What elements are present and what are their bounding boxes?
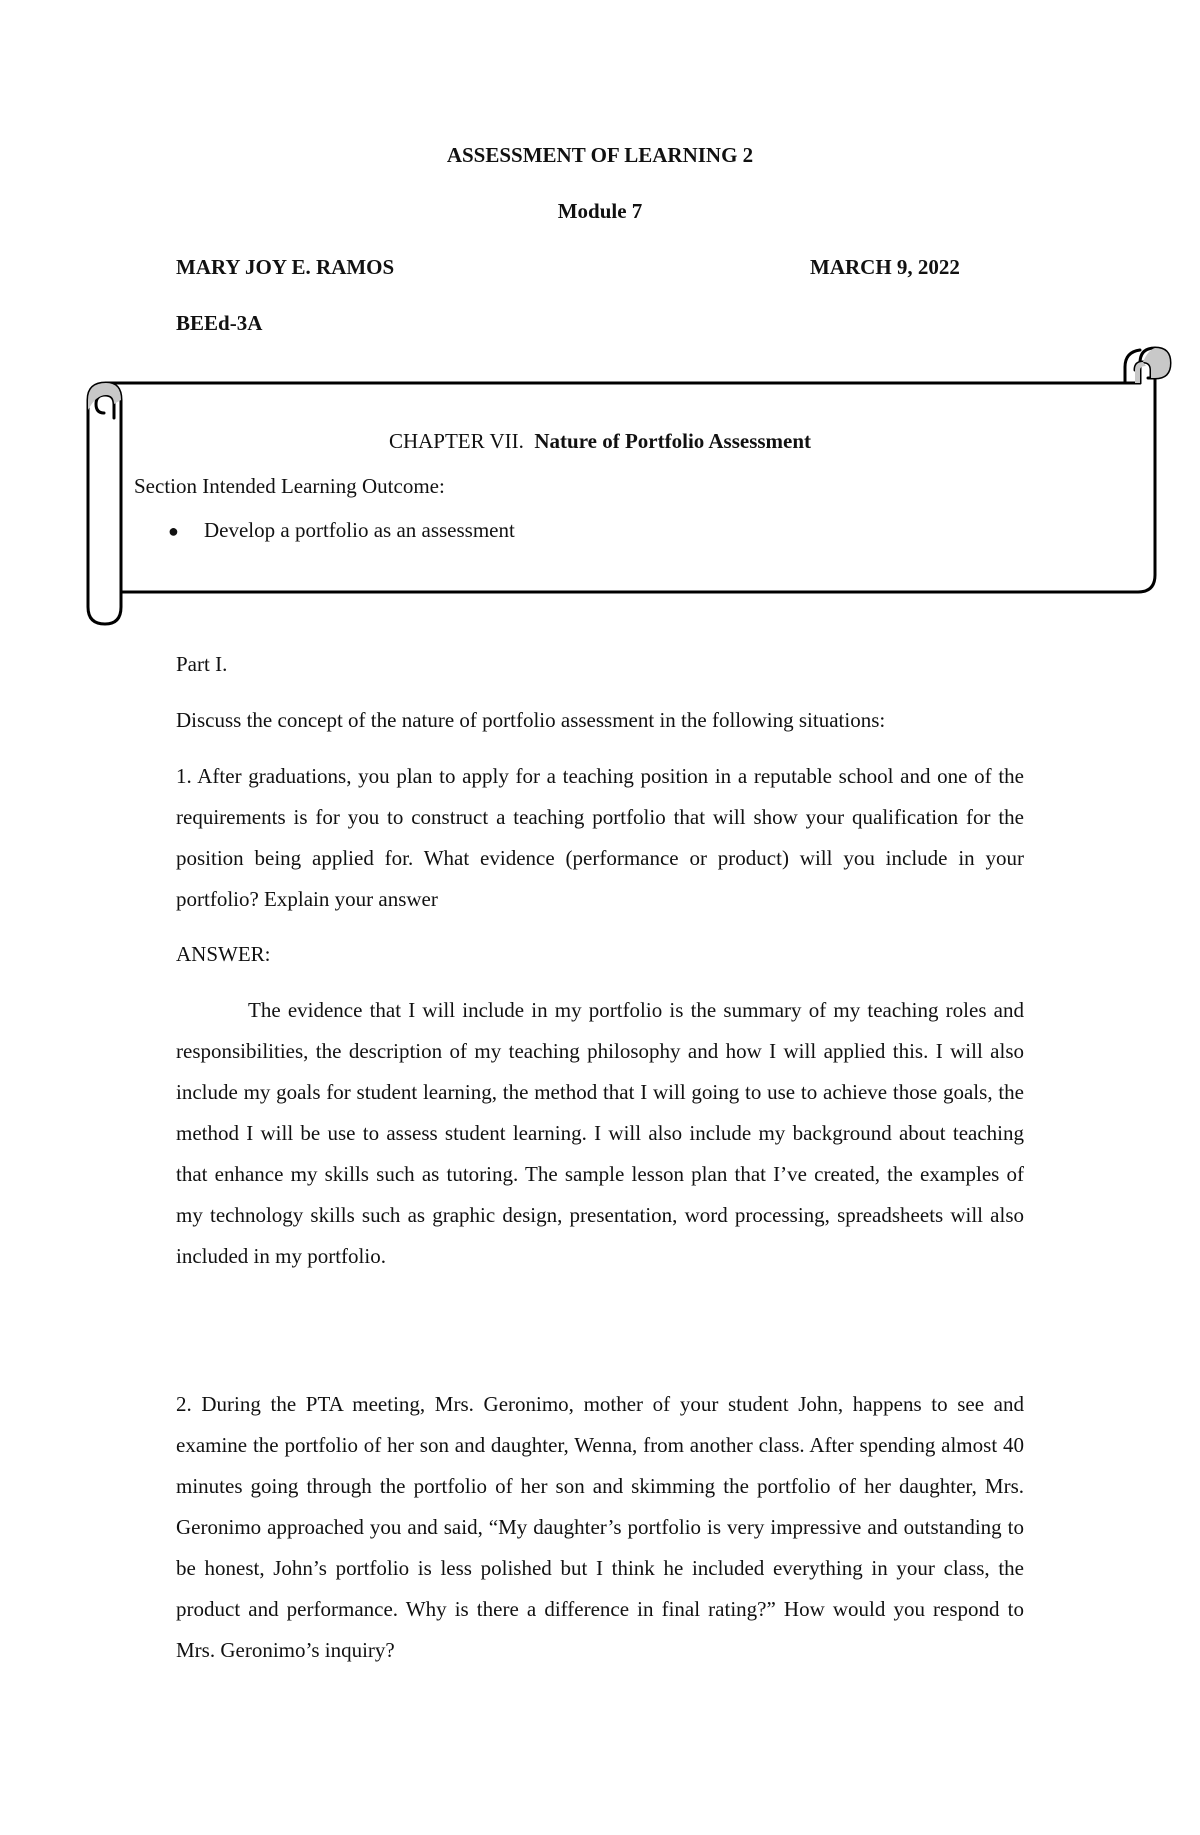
chapter-heading — [0, 429, 1200, 454]
student-name: MARY JOY E. RAMOS — [176, 255, 395, 279]
module-label: Module 7 — [557, 199, 643, 223]
chapter-title: Nature of Portfolio Assessment — [534, 429, 812, 453]
outcome-list-item — [168, 518, 515, 543]
question-2: 2. During the PTA meeting, Mrs. Geronimo, mother of your student John, happens to see and examine the portfolio of her son and daughter, Wenna, from another class. After spending almost 40 minutes going through the portfolio of her son and skimming the portfolio of her daughter, Mrs. Geronimo approached you and said, “My daughter’s portfolio is very impressive and outstanding to be honest, John’s portfolio is less polished but I think he included everything in your class, the product and performance. Why is there a difference in final rating?” How would you respond to Mrs. Geronimo’s inquiry? — [176, 1392, 1024, 1662]
question-1: 1. After graduations, you plan to apply for a teaching position in a reputable school and one of the requirements is for you to construct a teaching portfolio that will show your qualification for the position being applied for. What evidence (performance or product) will you include in your portfolio? Explain your answer — [176, 764, 1024, 911]
answer-1: The evidence that I will include in my portfolio is the summary of my teaching roles and responsibilities, the description of my teaching philosophy and how I will applied this. I will also include my goals for student learning, the method that I will going to use to achieve those goals, the method I will be use to assess student learning. I will also include my background about teaching that enhance my skills such as tutoring. The sample lesson plan that I’ve created, the examples of my technology skills such as graphic design, presentation, word processing, spreadsheets will also included in my portfolio. — [176, 998, 1024, 1268]
bullet-icon: ● — [168, 521, 179, 541]
submission-date: MARCH 9, 2022 — [810, 255, 960, 279]
outcome-label: Section Intended Learning Outcome: — [134, 474, 445, 498]
answer-label: ANSWER: — [176, 942, 271, 966]
outcome-text: Develop a portfolio as an assessment — [204, 518, 515, 542]
chapter-label: CHAPTER VII. — [388, 429, 524, 453]
scroll-banner-shape — [0, 0, 1200, 700]
section-label: BEEd-3A — [176, 311, 263, 335]
course-title: ASSESSMENT OF LEARNING 2 — [446, 143, 754, 167]
part-label: Part I. — [176, 652, 228, 676]
instruction-text: Discuss the concept of the nature of portfolio assessment in the following situations: — [176, 708, 886, 732]
